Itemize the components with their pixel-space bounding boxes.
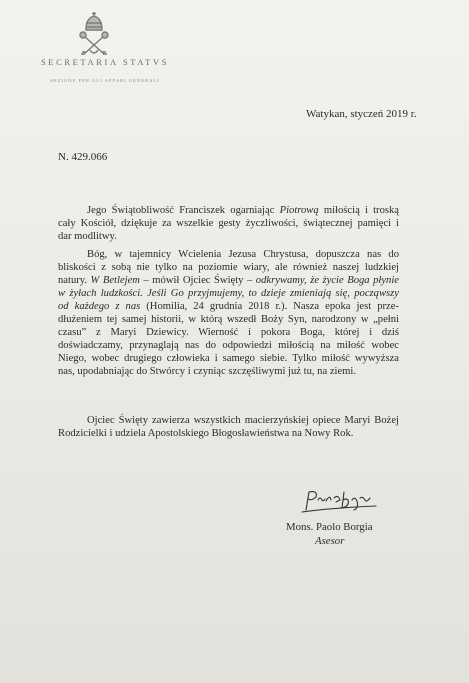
paragraph-line — [58, 261, 399, 274]
paragraph-line — [58, 217, 399, 230]
text-run: miłością i troską — [318, 205, 400, 216]
signer-title: Asesor — [315, 535, 345, 547]
text-run: – mówił Ojciec Święty – — [139, 275, 256, 286]
text-run: Niego, wobec drugiego człowieka i samego siebie. Tylko miłość wywyższa — [58, 353, 399, 364]
text-run: doświadczamy, przynaglają nas do odpowiedzi miłością na miłość wobec — [58, 340, 399, 351]
handwritten-signature — [300, 488, 380, 514]
date-line: Watykan, styczeń 2019 r. — [306, 108, 417, 120]
italic-text: W Betlejem — [90, 275, 140, 286]
letterhead-subtitle: SEZIONE PER GLI AFFARI GENERALI — [50, 78, 160, 83]
text-run: cały Kościół, dziękuje za wszelkie gesty życzliwości, świątecznej pamięci i — [58, 218, 399, 229]
paragraph-blessing — [58, 414, 399, 440]
paragraph-thanks — [58, 204, 399, 243]
paragraph-incarnation — [58, 248, 399, 378]
paragraph-line — [58, 352, 399, 365]
text-run: (Homilia, 24 grudnia 2018 r.). Nasza epoka jest prze- — [140, 301, 399, 312]
text-run: natury. — [58, 275, 91, 286]
paragraph-line — [58, 204, 399, 217]
paragraph-line — [58, 326, 399, 339]
text-run: Jego Świątobliwość Franciszek ogarniając — [87, 205, 280, 216]
text-run: Bóg, w tajemnicy Wcielenia Jezusa Chrystusa, dopuszcza nas do — [87, 249, 399, 260]
text-run: czasu” z Maryi Dziewicy. Wierność i pokora Boga, której i dziś — [58, 327, 399, 338]
text-run: dar modlitwy. — [58, 231, 117, 242]
paragraph-line — [58, 414, 399, 427]
italic-text: od każdego z nas — [58, 301, 141, 312]
italic-text: odkrywamy, że życie Boga płynie — [255, 275, 399, 286]
paragraph-line — [58, 248, 399, 261]
paragraph-line — [58, 300, 399, 313]
text-run: Ojciec Święty zawierza wszystkich macierzyńskiej opiece Maryi Bożej — [87, 415, 399, 426]
italic-text: w żyłach ludzkości. Jeśli Go przyjmujemy, to dzieje zmieniają się, począwszy — [58, 288, 399, 299]
text-run: dłużeniem tej samej historii, w którą wszedł Boży Syn, narodzony w „pełni — [58, 314, 399, 325]
letterhead-title: SECRETARIA STATVS — [40, 57, 170, 67]
paragraph-line — [58, 427, 399, 440]
reference-number: N. 429.066 — [58, 151, 108, 163]
paragraph-line — [58, 274, 399, 287]
text-run: bliskości z sobą nie tylko na poziomie wiary, ale również naszej ludzkiej — [58, 262, 399, 273]
paragraph-line — [58, 313, 399, 326]
text-run: Rodzicielki i udziela Apostolskiego Błogosławieństwa na Nowy Rok. — [58, 428, 354, 439]
paragraph-line — [58, 365, 399, 378]
papal-keys-crest-icon — [72, 10, 116, 58]
italic-text: Piotrową — [279, 205, 319, 216]
text-run: nas, upodabniając do Stwórcy i czyniąc szczęśliwymi już tu, na ziemi. — [58, 366, 357, 377]
paragraph-line — [58, 339, 399, 352]
paragraph-line — [58, 230, 399, 243]
paragraph-line — [58, 287, 399, 300]
signer-name: Mons. Paolo Borgia — [286, 521, 373, 533]
